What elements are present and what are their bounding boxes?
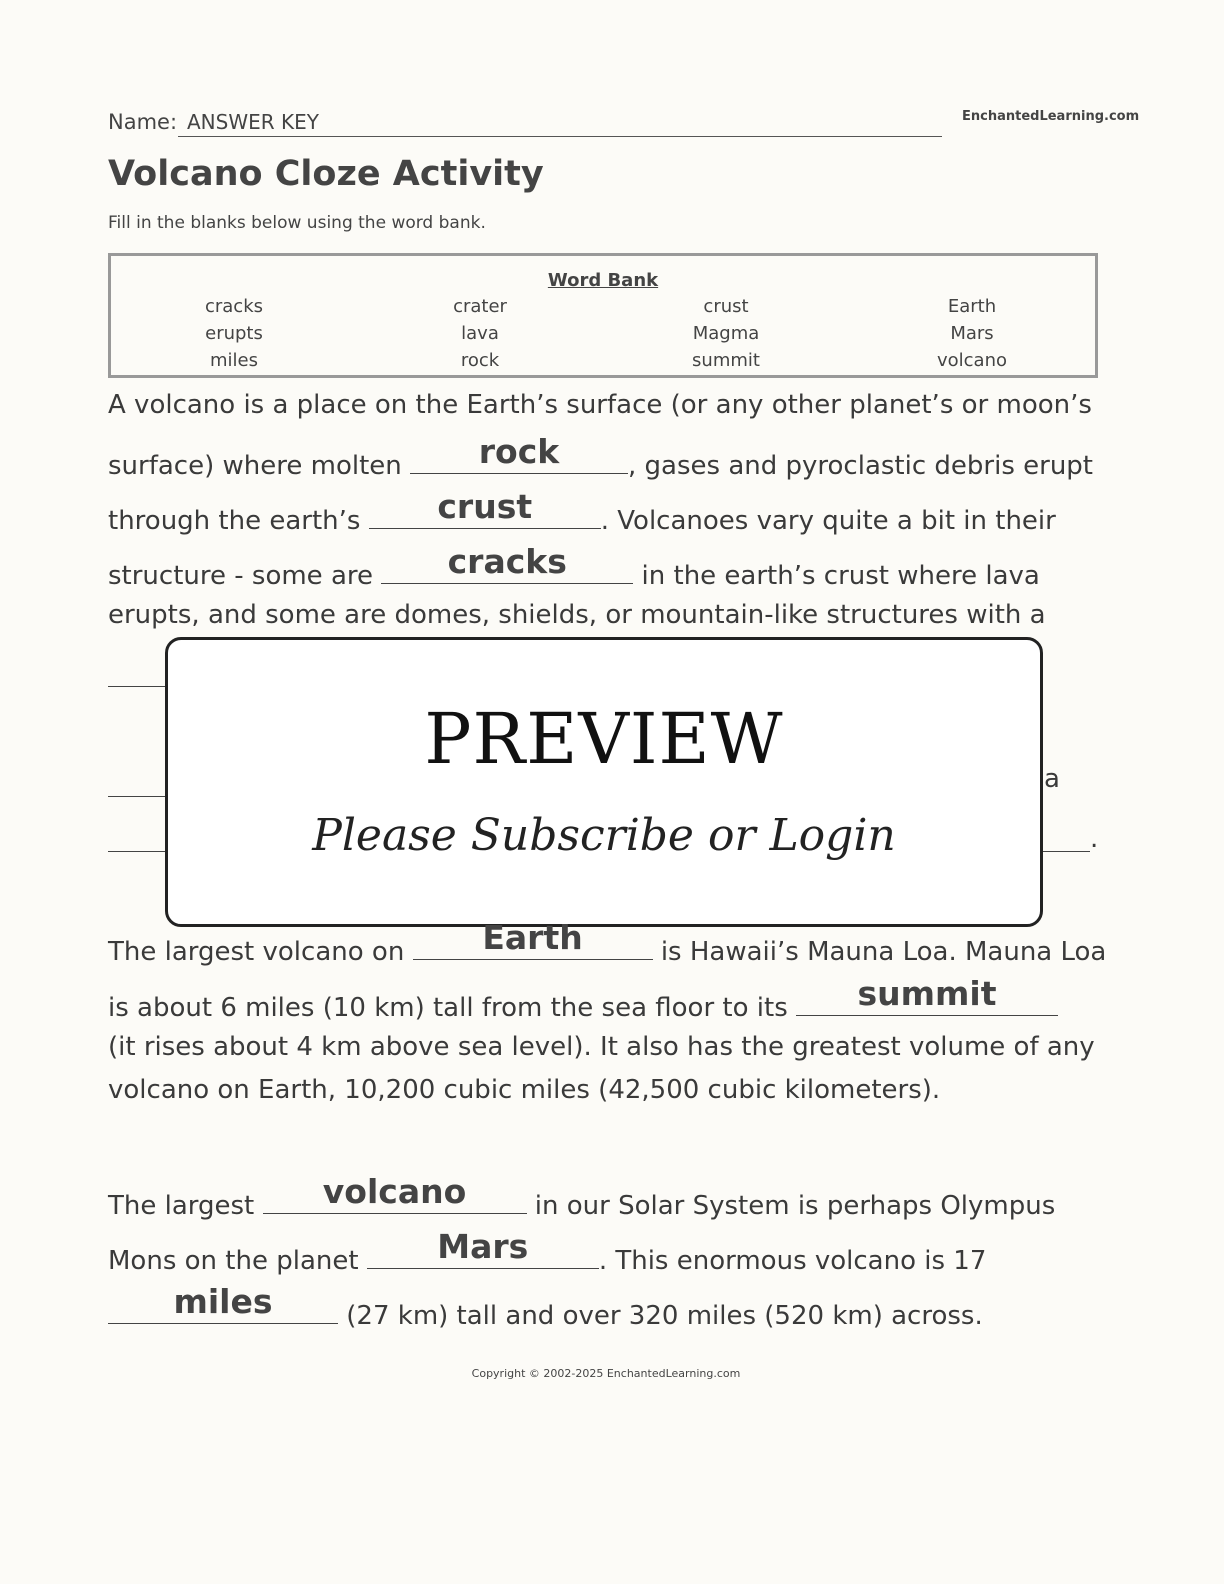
answer-text: miles: [173, 1282, 273, 1321]
paragraph-text: A volcano is a place on the Earth’s surface (or any other planet’s or moon’s: [108, 390, 1092, 420]
instructions: Fill in the blanks below using the word bank.: [108, 213, 486, 233]
paragraph-line: [108, 432, 1093, 481]
name-label: Name:: [108, 110, 178, 134]
word-bank-row: [111, 350, 1095, 377]
answer-text: crust: [437, 487, 533, 526]
paragraph-text: surface) where molten: [108, 451, 411, 481]
answer-text: Mars: [437, 1227, 529, 1266]
word-bank-grid: [111, 296, 1095, 377]
paragraph-text: (it rises about 4 km above sea level). It also has the greatest volume of any: [108, 1032, 1095, 1062]
paragraph-line: [108, 1032, 1095, 1062]
answer-blank[interactable]: [410, 432, 628, 474]
answer-blank[interactable]: [413, 918, 653, 960]
word-bank-word: Magma: [692, 323, 760, 344]
paragraph-text: Mons on the planet: [108, 1246, 367, 1276]
paragraph-text: (27 km) tall and over 320 miles (520 km) across.: [338, 1301, 983, 1331]
word-bank-title: Word Bank: [547, 270, 659, 291]
paragraph-line: [108, 1227, 987, 1276]
name-underline: [178, 136, 942, 137]
copyright: Copyright © 2002-2025 EnchantedLearning.com: [471, 1367, 741, 1380]
answer-text: summit: [857, 974, 997, 1013]
paragraph-line: [108, 1075, 940, 1105]
paragraph-text: . This enormous volcano is 17: [598, 1246, 987, 1276]
preview-overlay[interactable]: [165, 637, 1043, 927]
paragraph-text: The largest: [108, 1191, 263, 1221]
answer-text: volcano: [322, 1172, 467, 1211]
paragraph-line: [108, 390, 1092, 420]
site-link[interactable]: EnchantedLearning.com: [962, 109, 1140, 124]
paragraph-text: , gases and pyroclastic debris erupt: [628, 451, 1093, 481]
paragraph-text: erupts, and some are domes, shields, or mountain-like structures with a: [108, 600, 1046, 630]
paragraph-text: volcano on Earth, 10,200 cubic miles (42,500 cubic kilometers).: [108, 1075, 941, 1105]
preview-title: PREVIEW: [424, 698, 784, 780]
word-bank-word: Earth: [947, 296, 997, 317]
paragraph-text: through the earth’s: [108, 506, 369, 536]
paragraph-line: [108, 1282, 983, 1331]
word-bank-row: [111, 296, 1095, 323]
paragraph-text: is Hawaii’s Mauna Loa. Mauna Loa: [652, 937, 1107, 967]
subscribe-login-link[interactable]: Please Subscribe or Login: [312, 810, 896, 861]
answer-blank[interactable]: [108, 1282, 338, 1324]
answer-blank[interactable]: [367, 1227, 599, 1269]
word-bank-word: Mars: [950, 323, 994, 344]
paragraph-text: . Volcanoes vary quite a bit in their: [600, 506, 1056, 536]
word-bank-word: crater: [453, 296, 507, 317]
word-bank-row: [111, 323, 1095, 350]
word-bank-word: rock: [460, 350, 500, 371]
paragraph-line: [108, 1172, 1056, 1221]
answer-blank[interactable]: [263, 1172, 527, 1214]
name-field[interactable]: ANSWER KEY: [187, 110, 319, 134]
paragraph-line: [108, 600, 1046, 630]
word-bank-word: volcano: [936, 350, 1007, 371]
page-title: Volcano Cloze Activity: [108, 154, 544, 194]
word-bank-word: miles: [210, 350, 258, 371]
paragraph-text: structure - some are: [108, 561, 382, 591]
paragraph-text: is about 6 miles (10 km) tall from the sea floor to its: [108, 993, 797, 1023]
paragraph-text: in our Solar System is perhaps Olympus: [526, 1191, 1056, 1221]
word-bank-word: summit: [692, 350, 760, 371]
answer-text: cracks: [447, 542, 567, 581]
answer-blank[interactable]: [369, 487, 601, 529]
word-bank-word: erupts: [205, 323, 263, 344]
paragraph-text: a: [1044, 764, 1060, 794]
answer-blank[interactable]: [381, 542, 633, 584]
paragraph-text: The largest volcano on: [108, 937, 413, 967]
paragraph-text: .: [1090, 824, 1099, 854]
answer-text: Earth: [482, 918, 583, 957]
paragraph-line: [108, 542, 1040, 591]
word-bank-word: lava: [461, 323, 499, 344]
paragraph-text: in the earth’s crust where lava: [633, 561, 1040, 591]
word-bank: [108, 253, 1098, 378]
word-bank-word: crust: [703, 296, 749, 317]
answer-text: rock: [478, 432, 560, 471]
answer-blank[interactable]: [796, 974, 1058, 1016]
paragraph-line: [108, 918, 1107, 967]
word-bank-word: cracks: [204, 296, 264, 317]
paragraph-line: [108, 487, 1056, 536]
paragraph-line: [108, 974, 1058, 1023]
